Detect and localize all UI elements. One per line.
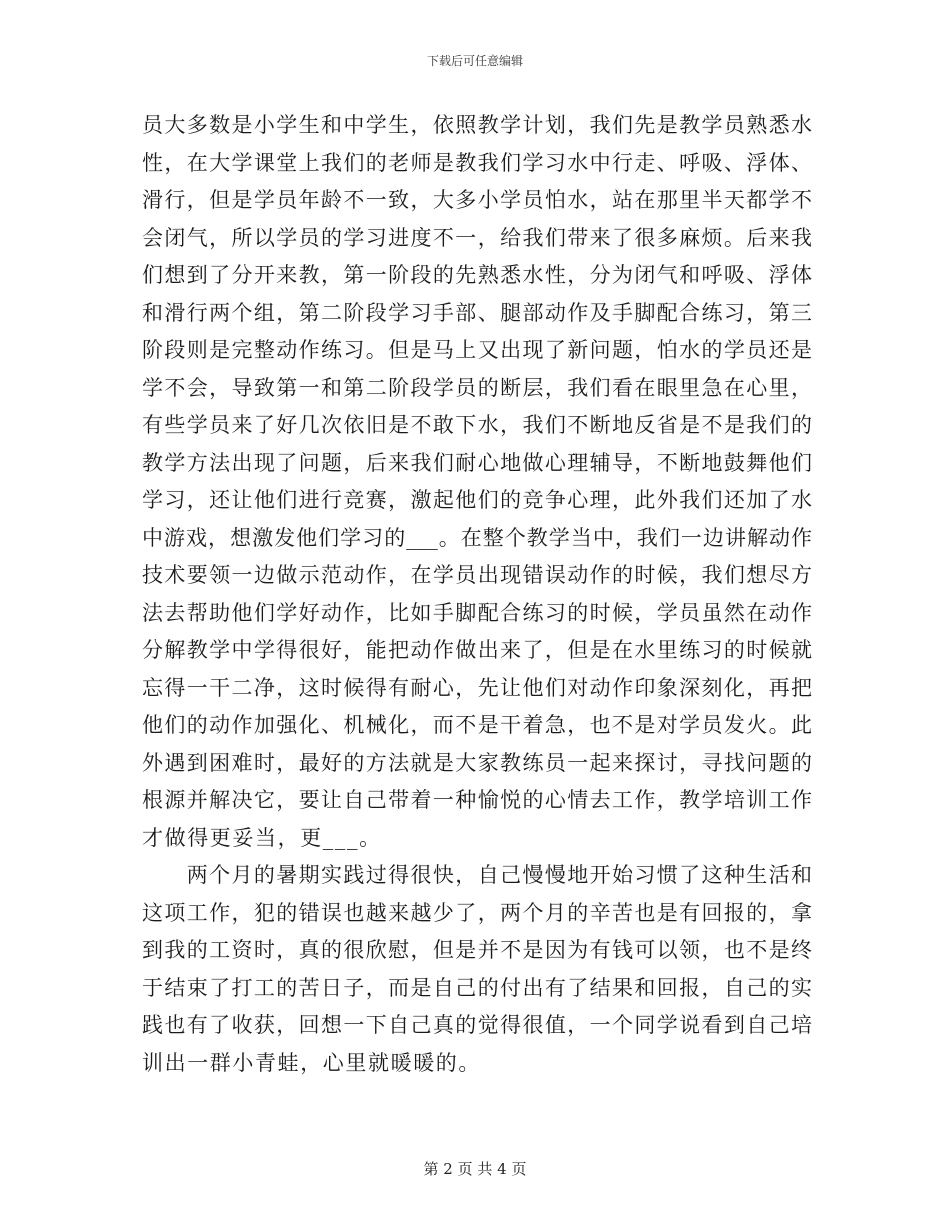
text-line: 性，在大学课堂上我们的老师是教我们学习水中行走、呼吸、浮体、 xyxy=(142,150,812,175)
text-line: 忘得一干二净，这时候得有耐心，先让他们对动作印象深刻化，再把 xyxy=(142,675,812,700)
text-line: 于结束了打工的苦日子，而是自己的付出有了结果和回报，自己的实 xyxy=(142,975,812,1000)
text-line: 学习，还让他们进行竞赛，激起他们的竞争心理，此外我们还加了水 xyxy=(142,488,812,512)
text-line: 这项工作，犯的错误也越来越少了，两个月的辛苦也是有回报的，拿 xyxy=(142,900,812,925)
body-text xyxy=(142,107,812,1082)
text-line: 法去帮助他们学好动作，比如手脚配合练习的时候，学员虽然在动作 xyxy=(142,600,812,625)
text-line: 两个月的暑期实践过得很快，自己慢慢地开始习惯了这种生活和 xyxy=(142,863,812,887)
text-line: 滑行，但是学员年龄不一致，大多小学员怕水，站在那里半天都学不 xyxy=(142,188,812,212)
text-line: 外遇到困难时，最好的方法就是大家教练员一起来探讨，寻找问题的 xyxy=(142,750,812,775)
text-line: 才做得更妥当，更___。 xyxy=(142,825,382,850)
text-line: 学不会，导致第一和第二阶段学员的断层，我们看在眼里急在心里， xyxy=(142,375,812,400)
text-line: 教学方法出现了问题，后来我们耐心地做心理辅导，不断地鼓舞他们 xyxy=(142,450,812,475)
text-line: 践也有了收获，回想一下自己真的觉得很值，一个同学说看到自己培 xyxy=(142,1013,812,1037)
text-line: 技术要领一边做示范动作，在学员出现错误动作的时候，我们想尽方 xyxy=(142,563,812,587)
text-line: 员大多数是小学生和中学生，依照教学计划，我们先是教学员熟悉水 xyxy=(142,113,812,137)
text-line: 到我的工资时，真的很欣慰，但是并不是因为有钱可以领，也不是终 xyxy=(142,938,812,962)
text-line: 分解教学中学得很好，能把动作做出来了，但是在水里练习的时候就 xyxy=(142,638,812,662)
text-line: 中游戏，想激发他们学习的___。在整个教学当中，我们一边讲解动作 xyxy=(142,525,812,550)
text-line: 阶段则是完整动作练习。但是马上又出现了新问题，怕水的学员还是 xyxy=(142,338,812,362)
text-line: 会闭气，所以学员的学习进度不一，给我们带来了很多麻烦。后来我 xyxy=(142,225,812,250)
page-header: 下载后可任意编辑 xyxy=(426,54,523,68)
text-line: 他们的动作加强化、机械化，而不是干着急，也不是对学员发火。此 xyxy=(142,713,812,737)
text-line: 根源并解决它，要让自己带着一种愉悦的心情去工作，教学培训工作 xyxy=(142,788,812,812)
page-footer: 第 2 页 共 4 页 xyxy=(423,1160,527,1178)
text-line: 有些学员来了好几次依旧是不敢下水，我们不断地反省是不是我们的 xyxy=(142,413,812,437)
text-line: 们想到了分开来教，第一阶段的先熟悉水性，分为闭气和呼吸、浮体 xyxy=(142,263,812,287)
text-line: 和滑行两个组，第二阶段学习手部、腿部动作及手脚配合练习，第三 xyxy=(142,300,812,325)
text-line: 训出一群小青蛙，心里就暖暖的。 xyxy=(142,1050,481,1075)
